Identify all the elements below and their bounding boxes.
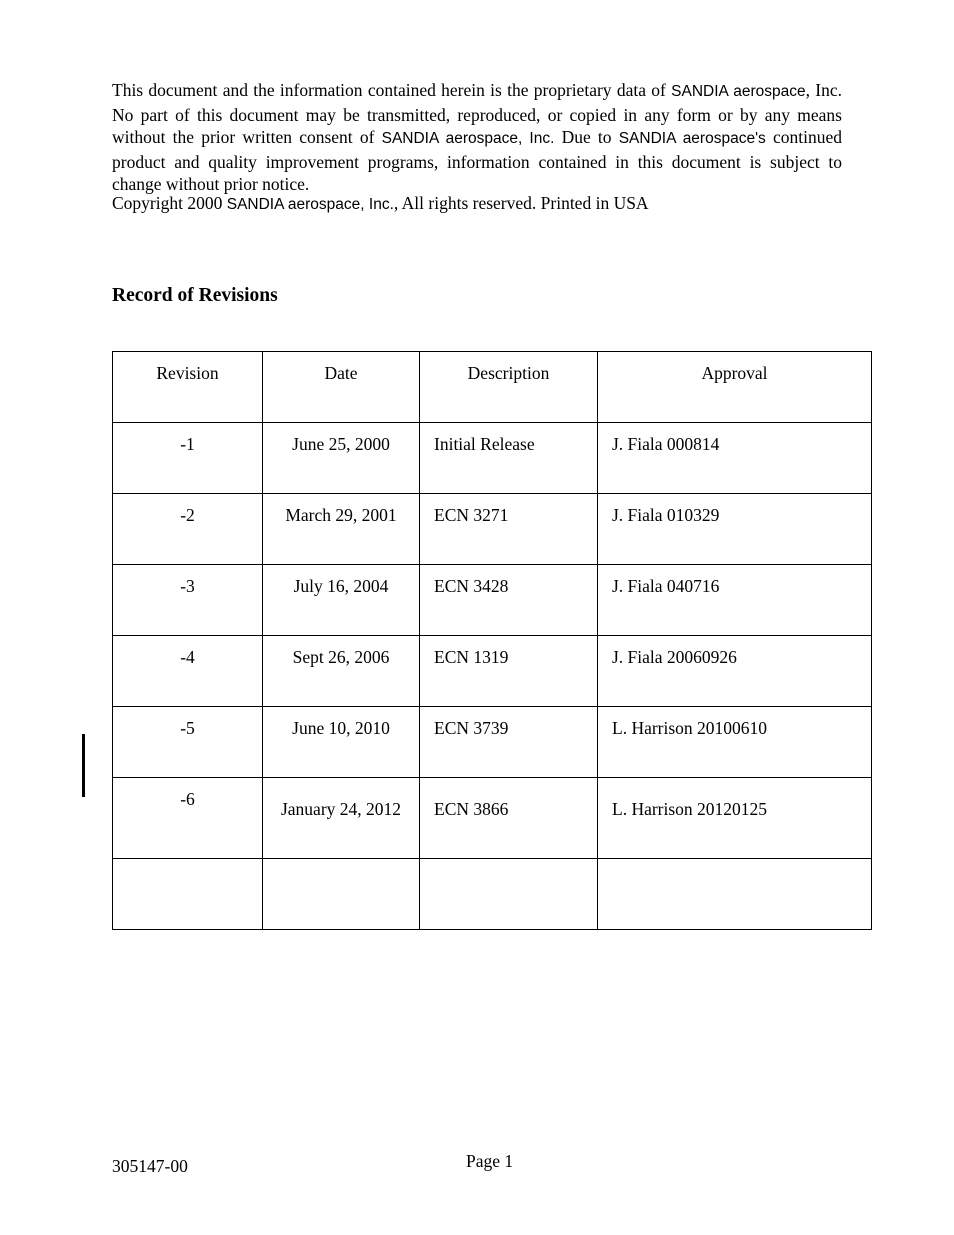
column-header-date: Date xyxy=(263,352,420,423)
date-cell: January 24, 2012 xyxy=(263,778,420,859)
table-row xyxy=(113,423,872,494)
table-row xyxy=(113,707,872,778)
description-cell: ECN 3271 xyxy=(420,494,598,565)
approval-cell: J. Fiala 040716 xyxy=(598,565,872,636)
column-header-description: Description xyxy=(420,352,598,423)
description-cell: ECN 1319 xyxy=(420,636,598,707)
date-cell: March 29, 2001 xyxy=(263,494,420,565)
column-header-approval: Approval xyxy=(598,352,872,423)
page-title: Record of Revisions xyxy=(112,285,278,306)
revision-cell: -3 xyxy=(113,565,263,636)
revision-cell xyxy=(113,859,263,930)
date-cell xyxy=(263,859,420,930)
revision-cell: -2 xyxy=(113,494,263,565)
approval-cell: J. Fiala 20060926 xyxy=(598,636,872,707)
table-row xyxy=(113,778,872,859)
description-cell: ECN 3866 xyxy=(420,778,598,859)
table-row xyxy=(113,565,872,636)
notice-text-3: Due to xyxy=(554,127,619,148)
document-number: 305147-00 xyxy=(112,1156,188,1176)
description-cell: Initial Release xyxy=(420,423,598,494)
approval-cell: J. Fiala 010329 xyxy=(598,494,872,565)
description-cell: ECN 3739 xyxy=(420,707,598,778)
revision-cell: -4 xyxy=(113,636,263,707)
column-header-revision: Revision xyxy=(113,352,263,423)
approval-cell xyxy=(598,859,872,930)
date-cell: Sept 26, 2006 xyxy=(263,636,420,707)
copyright-prefix: Copyright 2000 xyxy=(112,193,227,213)
brand-name: SANDIA aerospace's xyxy=(618,130,766,148)
copyright-line xyxy=(112,192,649,217)
approval-cell: L. Harrison 20100610 xyxy=(598,707,872,778)
copyright-suffix: , All rights reserved. Printed in USA xyxy=(393,193,649,213)
approval-cell: L. Harrison 20120125 xyxy=(598,778,872,859)
table-header-row xyxy=(113,352,872,423)
revisions-table xyxy=(112,351,872,930)
notice-text-4: continued product and quality improvement programs, information contained in this document is subject to change without prior notice. xyxy=(112,127,842,195)
date-cell: June 25, 2000 xyxy=(263,423,420,494)
approval-cell: J. Fiala 000814 xyxy=(598,423,872,494)
notice-text-1: This document and the information contained herein is the proprietary data of xyxy=(112,80,672,100)
revision-cell: -6 xyxy=(113,778,263,859)
table-row xyxy=(113,636,872,707)
description-cell xyxy=(420,859,598,930)
brand-name: SANDIA aerospace xyxy=(671,83,806,100)
revision-cell: -5 xyxy=(113,707,263,778)
date-cell: June 10, 2010 xyxy=(263,707,420,778)
notice-text-2: , Inc. No part of this document may be transmitted, reproduced, or copied in any form or by any means without the prior written consent of xyxy=(112,80,842,148)
brand-name: SANDIA aerospace, Inc. xyxy=(226,196,394,213)
brand-name: SANDIA aerospace, Inc. xyxy=(381,130,555,148)
table-row xyxy=(113,859,872,930)
description-cell: ECN 3428 xyxy=(420,565,598,636)
revision-change-bar xyxy=(82,734,85,797)
table-row xyxy=(113,494,872,565)
date-cell: July 16, 2004 xyxy=(263,565,420,636)
page-number: Page 1 xyxy=(466,1151,514,1171)
proprietary-notice xyxy=(112,79,842,196)
revision-cell: -1 xyxy=(113,423,263,494)
